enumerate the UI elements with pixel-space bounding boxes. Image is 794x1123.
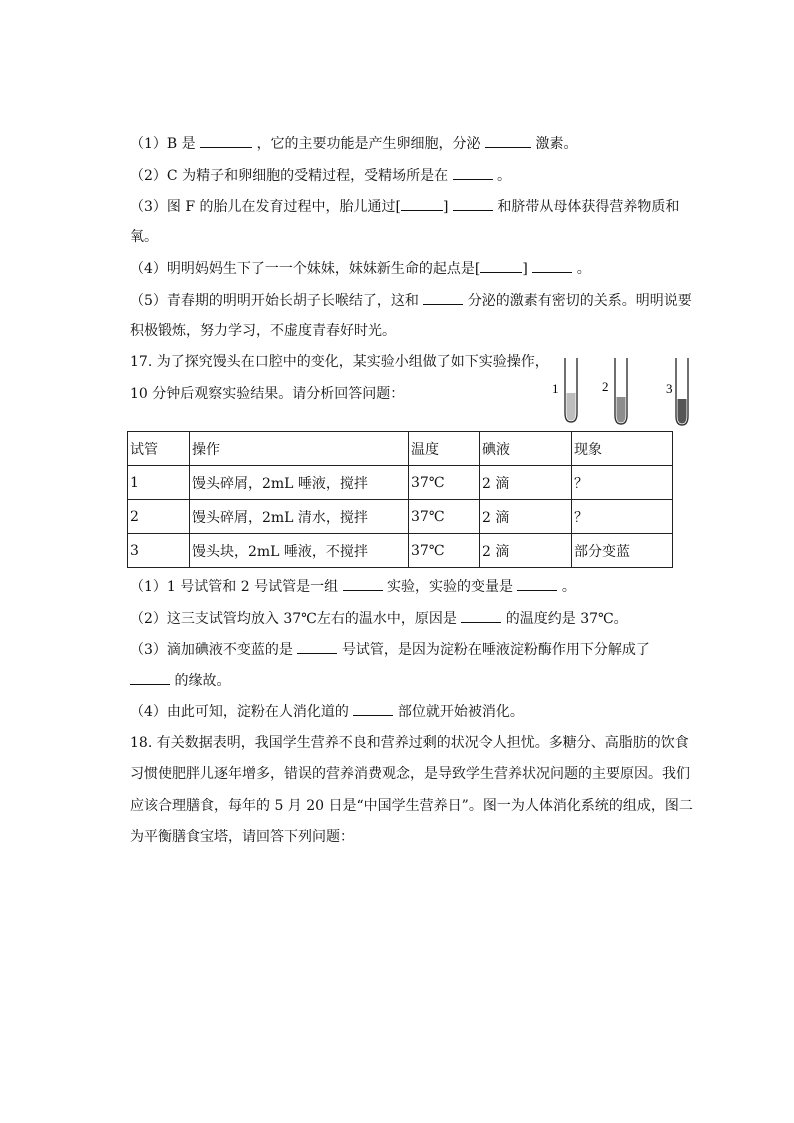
tube-label-2: 2 [602, 379, 609, 394]
test-tubes-illustration [548, 355, 698, 433]
q17-sub-3: （3）滴加碘液不变蓝的是 号试管，是因为淀粉在唾液淀粉酶作用下分解成了 [130, 639, 650, 660]
table-row [128, 500, 673, 534]
q16-line-4: （4）明明妈妈生下了一一个妹妹，妹妹新生命的起点是[ ] 。 [130, 258, 591, 279]
answer-blank[interactable] [343, 576, 383, 591]
q18-line-3: 应该合理膳食，每年的 5 月 20 日是“中国学生营养日”。图一为人体消化系统的组成，图二 [130, 798, 693, 814]
tube-label-1: 1 [552, 381, 559, 396]
table-cell: ？ [572, 466, 673, 500]
table-cell: ？ [572, 500, 673, 534]
table-cell: 2 [128, 500, 190, 534]
experiment-table [127, 431, 673, 568]
answer-blank[interactable] [200, 133, 252, 148]
table-header: 试管 [128, 432, 190, 466]
table-cell: 3 [128, 534, 190, 568]
table-header: 碘液 [480, 432, 572, 466]
table-cell: 37℃ [409, 466, 480, 500]
q17-line-2: 10 分钟后观察实验结果。请分析回答问题： [130, 386, 405, 402]
answer-blank[interactable] [517, 576, 557, 591]
q17-sub-4: （4）由此可知，淀粉在人消化道的 部位就开始被消化。 [130, 701, 524, 722]
q16-line-2: （2）C 为精子和卵细胞的受精过程，受精场所是在 。 [130, 165, 511, 186]
table-row [128, 534, 673, 568]
test-tube-3 [676, 358, 688, 425]
answer-blank[interactable] [453, 165, 493, 180]
answer-blank[interactable] [485, 133, 531, 148]
q17-sub-1: （1）1 号试管和 2 号试管是一组 实验，实验的变量是 。 [130, 576, 576, 597]
q16-line-5: （5）青春期的明明开始长胡子长喉结了，这和 分泌的激素有密切的关系。明明说要 [130, 290, 692, 311]
test-tube-2 [615, 358, 627, 424]
table-header-row [128, 432, 673, 466]
table-cell: 馒头块，2mL 唾液，不搅拌 [190, 534, 409, 568]
answer-blank[interactable] [353, 701, 393, 716]
table-cell: 部分变蓝 [572, 534, 673, 568]
answer-blank[interactable] [297, 639, 337, 654]
q18-line-2: 习惯使肥胖儿逐年增多，错误的营养消费观念，是导致学生营养状况问题的主要原因。我们 [130, 766, 690, 782]
table-header: 现象 [572, 432, 673, 466]
q17-line-1: 17. 为了探究馒头在口腔中的变化，某实验小组做了如下实验操作， [130, 354, 549, 370]
answer-blank[interactable] [423, 290, 463, 305]
answer-blank[interactable] [130, 670, 170, 685]
q16-line-1: （1）B 是 ，它的主要功能是产生卵细胞，分泌 激素。 [130, 133, 577, 154]
answer-blank[interactable] [480, 258, 522, 273]
table-header: 操作 [190, 432, 409, 466]
q18-line-4: 为平衡膳食宝塔，请回答下列问题： [130, 829, 354, 845]
table-cell: 馒头碎屑，2mL 清水，搅拌 [190, 500, 409, 534]
table-cell: 2 滴 [480, 466, 572, 500]
q16-line-3: （3）图 F 的胎儿在发育过程中，胎儿通过[ ] 和脐带从母体获得营养物质和 [130, 196, 679, 217]
q17-sub-3-cont: 的缘故。 [130, 670, 230, 691]
table-cell: 1 [128, 466, 190, 500]
table-cell: 2 滴 [480, 534, 572, 568]
answer-blank[interactable] [453, 196, 493, 211]
table-cell: 37℃ [409, 534, 480, 568]
table-row [128, 466, 673, 500]
table-cell: 2 滴 [480, 500, 572, 534]
q17-sub-2: （2）这三支试管均放入 37℃左右的温水中，原因是 的温度约是 37℃。 [130, 608, 628, 629]
answer-blank[interactable] [532, 258, 572, 273]
answer-blank[interactable] [461, 608, 501, 623]
tube-label-3: 3 [666, 381, 673, 396]
answer-blank[interactable] [401, 196, 443, 211]
q18-line-1: 18. 有关数据表明，我国学生营养不良和营养过剩的状况令人担忧。多糖分、高脂肪的饮食 [130, 735, 689, 751]
table-cell: 37℃ [409, 500, 480, 534]
table-cell: 馒头碎屑，2mL 唾液，搅拌 [190, 466, 409, 500]
q16-line-3-cont: 氧。 [130, 229, 158, 245]
table-header: 温度 [409, 432, 480, 466]
q16-line-5-cont: 积极锻炼，努力学习，不虚度青春好时光。 [130, 323, 396, 339]
test-tube-1 [565, 358, 577, 422]
